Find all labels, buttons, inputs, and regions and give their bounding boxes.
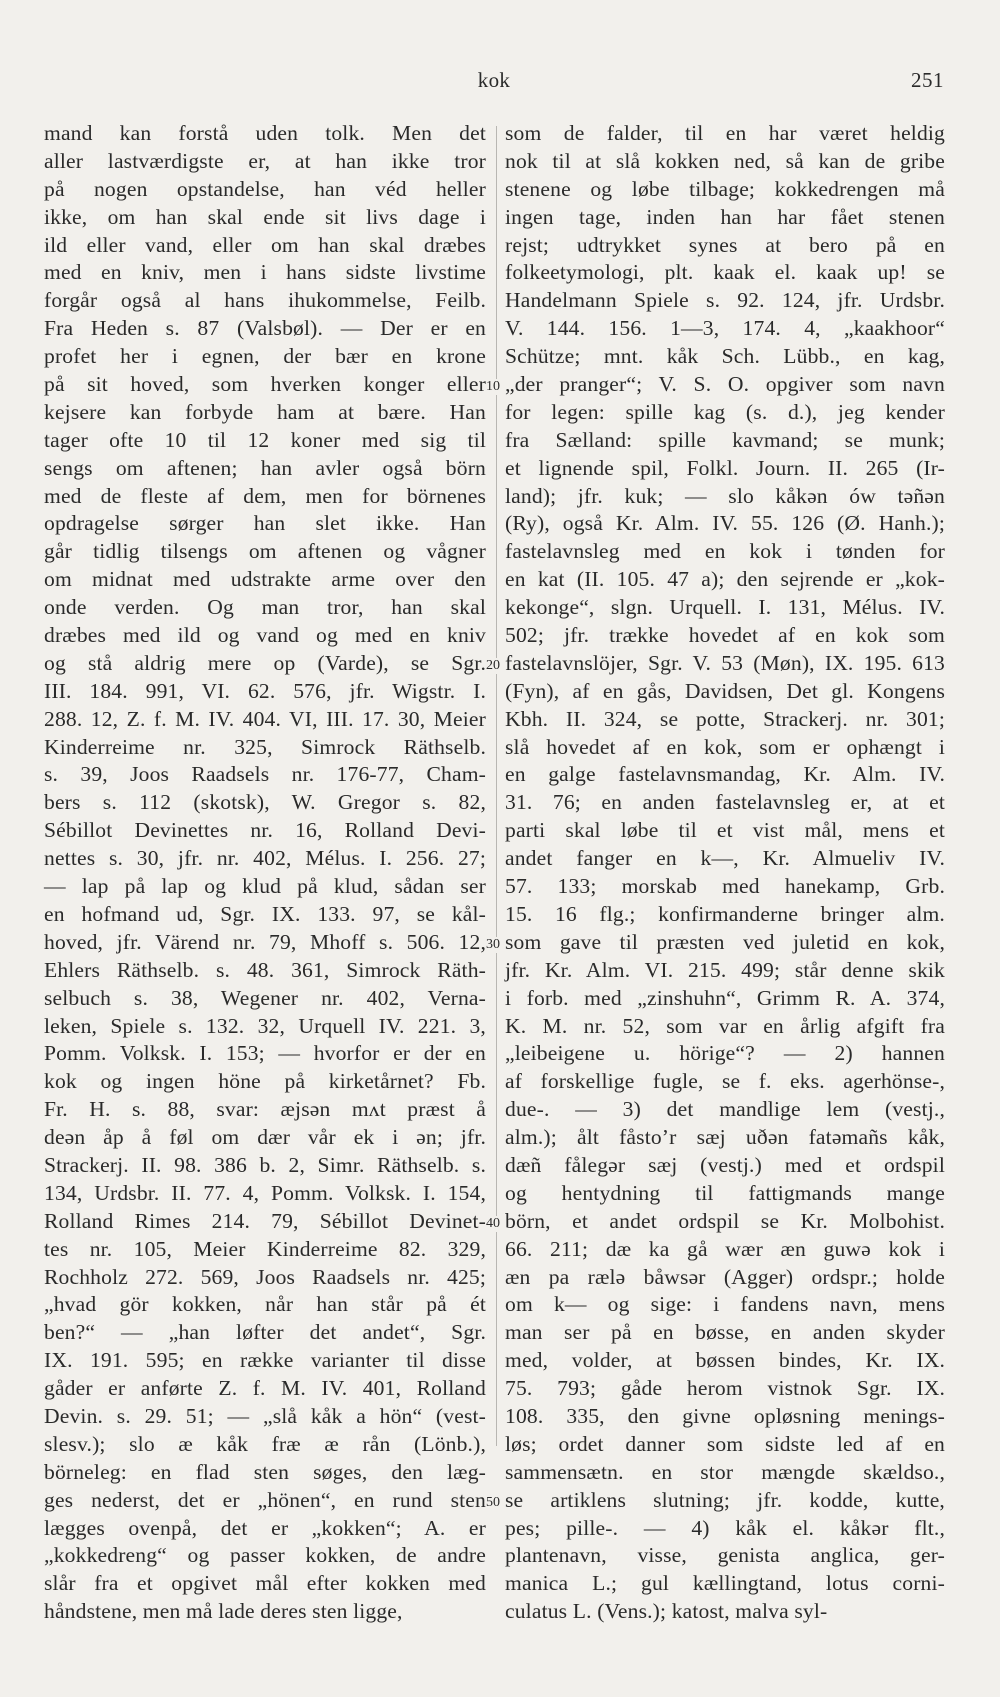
text-line: en kat (II. 105. 47 a); den sejrende er „kok- [505, 567, 945, 592]
text-line: kekonge“, slgn. Urquell. I. 131, Mélus. IV. [505, 595, 945, 620]
text-line: hoved, jfr. Värend nr. 79, Mhoff s. 506. 12, [44, 929, 486, 954]
text-line: fastelavnsleg med en kok i tønden for [505, 539, 945, 564]
text-line: „kokkedreng“ og passer kokken, de andre [44, 1543, 486, 1568]
text-line: dæñ fålegər sæj (vestj.) med et ordspil [505, 1152, 945, 1177]
text-line: tes nr. 105, Meier Kinderreime 82. 329, [44, 1236, 486, 1261]
text-line: Ehlers Räthselb. s. 48. 361, Simrock Räth- [44, 957, 486, 982]
text-line: — lap på lap og klud på klud, sådan ser [44, 874, 486, 899]
text-line: slesv.); slo æ kåk fræ æ rån (Lönb.), [44, 1431, 486, 1456]
text-line: går tidlig tilsengs om aftenen og vågner [44, 539, 486, 564]
text-line: Schütze; mnt. kåk Sch. Lübb., en kag, [505, 344, 945, 369]
text-line: løs; ordet danner som sidste led af en [505, 1431, 945, 1456]
text-line: ges nederst, det er „hönen“, en rund sten [44, 1487, 486, 1512]
text-line: som de falder, til en har været heldig [505, 121, 945, 145]
text-line: med en kniv, men i hans sidste livstime [44, 260, 486, 285]
text-line: aller lastværdigste er, at han ikke tror [44, 148, 486, 173]
text-line: Pomm. Volksk. I. 153; — hvorfor er der en [44, 1041, 486, 1066]
text-line: gåder er anførte Z. f. M. IV. 401, Rolland [44, 1376, 486, 1401]
text-line: manica L.; gul kællingtand, lotus corni- [505, 1571, 945, 1596]
text-line: (Ry), også Kr. Alm. IV. 55. 126 (Ø. Hanh.); [505, 511, 945, 536]
text-line: kok og ingen höne på kirketårnet? Fb. [44, 1069, 486, 1094]
text-line: land); jfr. kuk; — slo kåkən ów təñən [505, 483, 945, 508]
text-line: ikke, om han skal ende sit livs dage i [44, 204, 486, 229]
text-line: en galge fastelavnsmandag, Kr. Alm. IV. [505, 762, 945, 787]
text-line: Handelmann Spiele s. 92. 124, jfr. Urdsbr. [505, 288, 945, 313]
text-line: med de fleste af dem, men for börnenes [44, 483, 486, 508]
text-line: 66. 211; dæ ka gå wær æn guwə kok i [505, 1236, 945, 1261]
text-line: deən åp å føl om dær vår ek i ən; jfr. [44, 1125, 486, 1150]
text-line: på sit hoved, som hverken konger eller [44, 372, 486, 397]
text-line: kejsere kan forbyde ham at bære. Han [44, 399, 486, 424]
text-line: bers s. 112 (skotsk), W. Gregor s. 82, [44, 790, 486, 815]
line-number-marker: 10 [483, 379, 503, 395]
text-line: III. 184. 991, VI. 62. 576, jfr. Wigstr. I. [44, 678, 486, 703]
text-line: 288. 12, Z. f. M. IV. 404. VI, III. 17. 30, Meier [44, 706, 486, 731]
line-number-marker: 20 [483, 658, 503, 674]
text-line: 75. 793; gåde herom vistnok Sgr. IX. [505, 1376, 945, 1401]
text-line: Rolland Rimes 214. 79, Sébillot Devinet- [44, 1208, 486, 1233]
text-line: folkeetymologi, plt. kaak el. kaak up! se [505, 260, 945, 285]
text-line: stenene og løbe tilbage; kokkedrengen må [505, 176, 945, 201]
text-line: i forb. med „zinshuhn“, Grimm R. A. 374, [505, 985, 945, 1010]
text-line: lægges ovenpå, det er „kokken“; A. er [44, 1515, 486, 1540]
text-line: og hentydning til fattigmands mange [505, 1180, 945, 1205]
text-line: K. M. nr. 52, som var en årlig afgift fra [505, 1013, 945, 1038]
text-line: ben?“ — „han løfter det andet“, Sgr. [44, 1320, 486, 1345]
text-line: Devin. s. 29. 51; — „slå kåk a hön“ (vest- [44, 1403, 486, 1428]
text-line: man ser på en bøsse, en anden skyder [505, 1320, 945, 1345]
text-line: parti skal løbe til et vist mål, mens et [505, 818, 945, 843]
text-line: for legen: spille kag (s. d.), jeg kender [505, 399, 945, 424]
text-line: på nogen opstandelse, han véd heller [44, 176, 486, 201]
text-line: „hvad gör kokken, når han står på ét [44, 1292, 486, 1317]
text-line: jfr. Kr. Alm. VI. 215. 499; står denne skik [505, 957, 945, 982]
text-line: culatus L. (Vens.); katost, malva syl- [505, 1599, 828, 1624]
text-line: plantenavn, visse, genista anglica, ger- [505, 1543, 945, 1568]
text-line: ingen tage, inden han har fået stenen [505, 204, 945, 229]
text-line: selbuch s. 38, Wegener nr. 402, Verna- [44, 985, 486, 1010]
header-keyword: kok [477, 68, 511, 92]
text-line: 134, Urdsbr. II. 77. 4, Pomm. Volksk. I. 154, [44, 1180, 486, 1205]
text-line: 15. 16 flg.; konfirmanderne bringer alm. [505, 901, 945, 926]
page-header [44, 64, 944, 98]
text-line: pes; pille-. — 4) kåk el. kåkər flt., [505, 1515, 945, 1540]
text-line: 502; jfr. trække hovedet af en kok som [505, 623, 945, 648]
line-number-marker: 50 [483, 1495, 503, 1511]
text-line: 57. 133; morskab med hanekamp, Grb. [505, 874, 945, 899]
text-line: Fr. H. s. 88, svar: æjsən mʌt præst å [44, 1097, 486, 1122]
text-line: (Fyn), af en gås, Davidsen, Det gl. Kongens [505, 678, 945, 703]
right-text-column [505, 120, 945, 1626]
line-number-marker: 30 [483, 937, 503, 953]
text-line: Kbh. II. 324, se potte, Strackerj. nr. 301; [505, 706, 945, 731]
text-line: Sébillot Devinettes nr. 16, Rolland Devi- [44, 818, 486, 843]
text-line: se artiklens slutning; jfr. kodde, kutte, [505, 1487, 945, 1512]
column-divider [496, 126, 497, 1446]
text-line: 31. 76; en anden fastelavnsleg er, at et [505, 790, 945, 815]
text-line: nettes s. 30, jfr. nr. 402, Mélus. I. 256. 27; [44, 846, 486, 871]
text-line: en hofmand ud, Sgr. IX. 133. 97, se kål- [44, 901, 486, 926]
text-line: som gave til præsten ved juletid en kok, [505, 929, 945, 954]
line-number-marker: 40 [483, 1216, 503, 1232]
page-number: 251 [911, 68, 944, 92]
text-line: sengs om aftenen; han avler også börn [44, 455, 486, 480]
text-line: 108. 335, den givne opløsning menings- [505, 1403, 945, 1428]
text-line: fastelavnslöjer, Sgr. V. 53 (Møn), IX. 195. 613 [505, 650, 945, 675]
text-line: forgår også al hans ihukommelse, Feilb. [44, 288, 486, 313]
text-line: nok til at slå kokken ned, så kan de gribe [505, 148, 945, 173]
text-line: Rochholz 272. 569, Joos Raadsels nr. 425; [44, 1264, 486, 1289]
text-line: profet her i egnen, der bær en krone [44, 344, 486, 369]
text-line: „leibeigene u. hörige“? — 2) hannen [505, 1041, 945, 1066]
text-line: Kinderreime nr. 325, Simrock Räthselb. [44, 734, 486, 759]
text-line: med, volder, at bøssen bindes, Kr. IX. [505, 1348, 945, 1373]
text-line: håndstene, men må lade deres sten ligge, [44, 1599, 403, 1624]
text-line: sammensætn. en stor mængde skældso., [505, 1459, 945, 1484]
text-line: due-. — 3) det mandlige lem (vestj., [505, 1097, 945, 1122]
text-line: slå hovedet af en kok, som er ophængt i [505, 734, 945, 759]
text-line: alm.); ålt fåstoʼr sæj uðən fatəmañs kåk, [505, 1125, 945, 1150]
text-line: Fra Heden s. 87 (Valsbøl). — Der er en [44, 316, 486, 341]
text-line: tager ofte 10 til 12 koner med sig til [44, 427, 486, 452]
text-line: af forskellige fugle, se f. eks. agerhönse-, [505, 1069, 945, 1094]
text-line: ild eller vand, eller om han skal dræbes [44, 232, 486, 257]
text-line: V. 144. 156. 1—3, 174. 4, „kaakhoor“ [505, 316, 945, 341]
text-line: fra Sælland: spille kavmand; se munk; [505, 427, 945, 452]
text-line: börn, et andet ordspil se Kr. Molbohist. [505, 1208, 945, 1233]
text-line: onde verden. Og man tror, han skal [44, 595, 486, 620]
text-line: rejst; udtrykket synes at bero på en [505, 232, 945, 257]
left-text-column [44, 120, 486, 1626]
text-line: om midnat med udstrakte arme over den [44, 567, 486, 592]
text-line: opdragelse sørger han slet ikke. Han [44, 511, 486, 536]
text-line: IX. 191. 595; en række varianter til disse [44, 1348, 486, 1373]
text-line: slår fra et opgivet mål efter kokken med [44, 1571, 486, 1596]
text-line: et lignende spil, Folkl. Journ. II. 265 (Ir- [505, 455, 945, 480]
text-line: börneleg: en flad sten søges, den læg- [44, 1459, 486, 1484]
text-line: s. 39, Joos Raadsels nr. 176-77, Cham- [44, 762, 486, 787]
text-line: dræbes med ild og vand og med en kniv [44, 623, 486, 648]
text-line: og stå aldrig mere op (Varde), se Sgr. [44, 650, 486, 675]
text-line: leken, Spiele s. 132. 32, Urquell IV. 221. 3, [44, 1013, 486, 1038]
text-line: mand kan forstå uden tolk. Men det [44, 121, 486, 145]
text-line: Strackerj. II. 98. 386 b. 2, Simr. Räthselb. s. [44, 1152, 486, 1177]
text-line: æn pa rælə båwsər (Agger) ordspr.; holde [505, 1264, 945, 1289]
text-line: „der pranger“; V. S. O. opgiver som navn [505, 372, 945, 397]
text-line: andet fanger en k—, Kr. Almueliv IV. [505, 846, 945, 871]
text-line: om k— og sige: i fandens navn, mens [505, 1292, 945, 1317]
